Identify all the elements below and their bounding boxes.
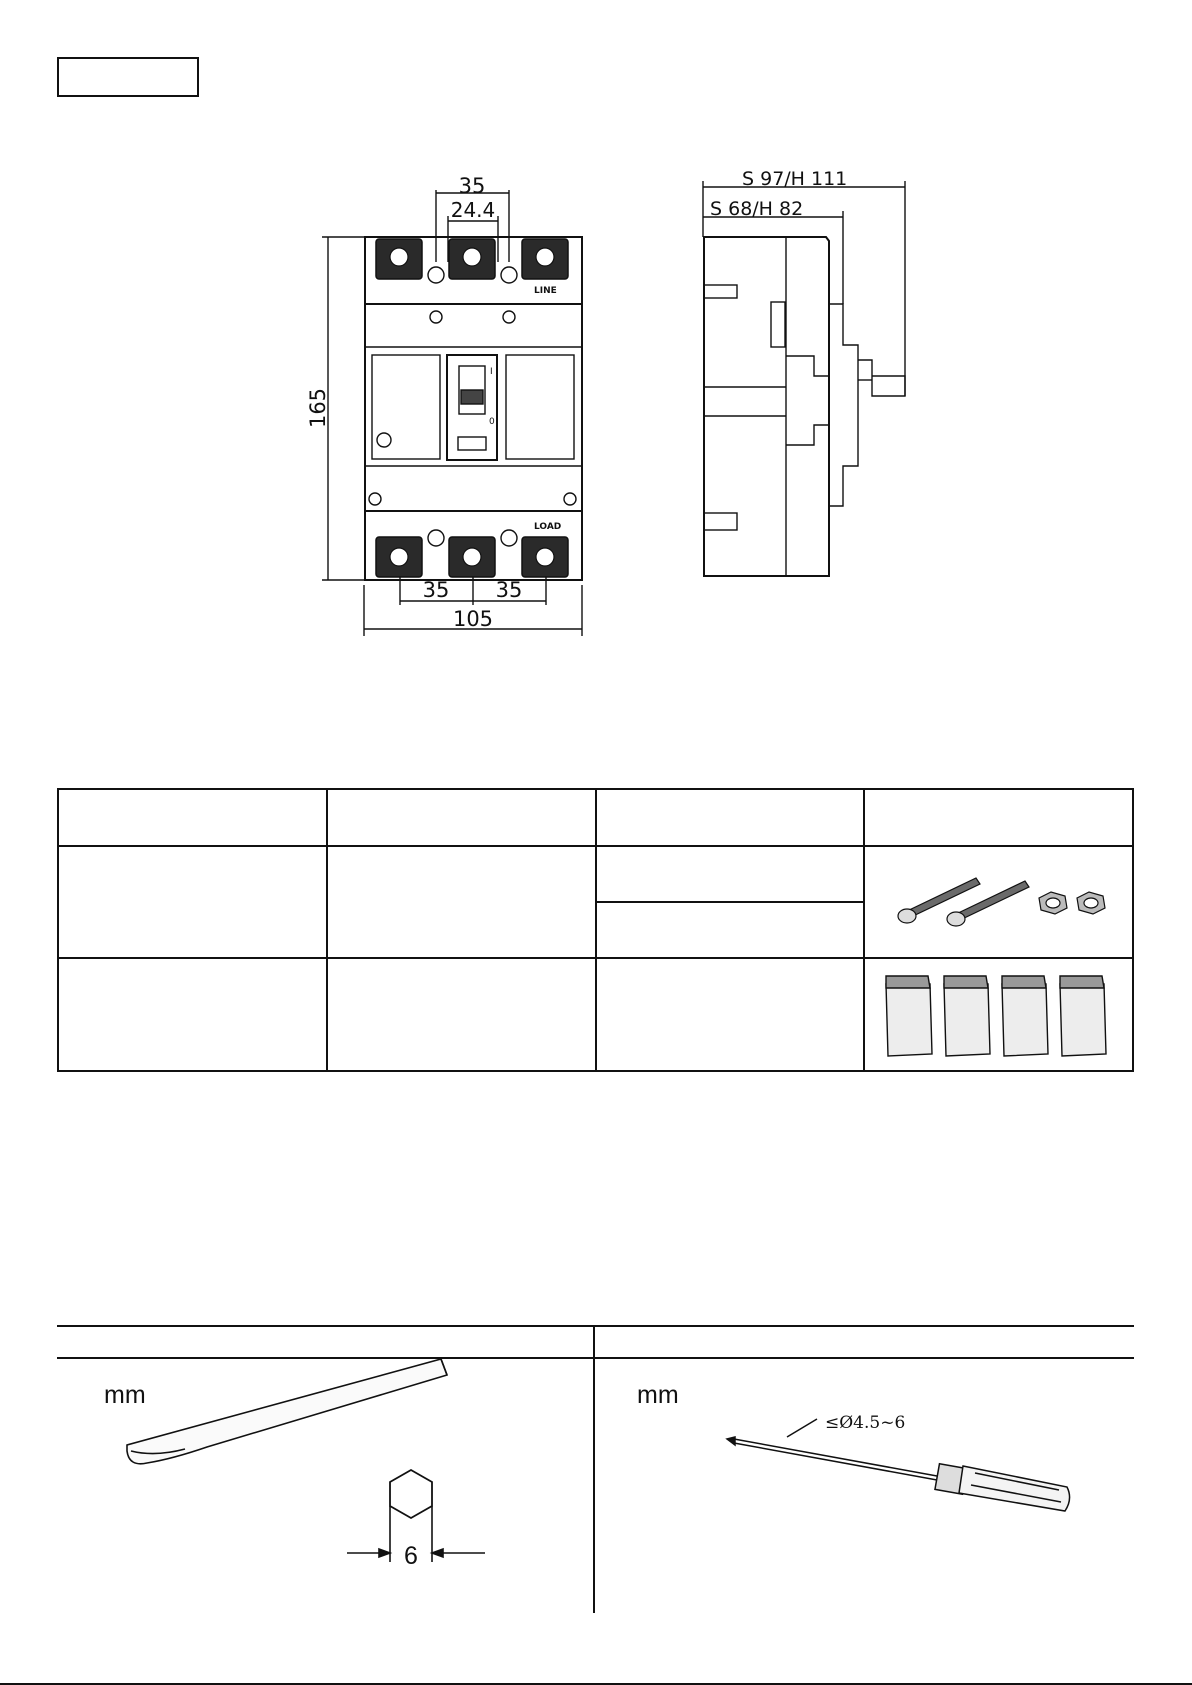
table-cell bbox=[596, 902, 865, 958]
switch-off-mark: 0 bbox=[489, 417, 495, 427]
dim-height: 165 bbox=[306, 387, 330, 429]
label-line: LINE bbox=[534, 286, 557, 296]
tools-illustrations bbox=[57, 1359, 1134, 1613]
dim-total-width: 105 bbox=[452, 607, 494, 631]
bolts-and-nuts-icon bbox=[879, 860, 1119, 940]
label-load: LOAD bbox=[534, 522, 562, 532]
table-header-row bbox=[58, 789, 1133, 846]
dim-total-depth: S 97/H 111 bbox=[742, 168, 848, 190]
table-cell bbox=[58, 846, 327, 958]
table-cell bbox=[596, 789, 865, 846]
table-cell bbox=[327, 789, 596, 846]
screwdriver-unit: mm bbox=[637, 1381, 679, 1409]
table-cell bbox=[327, 958, 596, 1071]
screwdriver-shaft-spec: ≤Ø4.5~6 bbox=[825, 1413, 906, 1433]
table-cell bbox=[596, 846, 865, 902]
table-cell bbox=[864, 789, 1133, 846]
tools-top-rule bbox=[57, 1325, 1134, 1327]
table-row bbox=[58, 846, 1133, 902]
switch-on-mark: I bbox=[490, 367, 493, 377]
table-row bbox=[58, 958, 1133, 1071]
dimension-drawing bbox=[0, 0, 1192, 660]
dim-pole-pitch-top: 35 bbox=[458, 174, 486, 198]
table-cell bbox=[58, 789, 327, 846]
hex-key-icon bbox=[127, 1359, 485, 1562]
table-cell bbox=[327, 846, 596, 958]
dim-inner-width: 24.4 bbox=[450, 198, 496, 222]
table-cell bbox=[864, 846, 1133, 958]
table-cell bbox=[58, 958, 327, 1071]
dim-body-depth: S 68/H 82 bbox=[710, 198, 804, 220]
table-cell bbox=[596, 958, 865, 1071]
phase-barriers-icon bbox=[874, 964, 1124, 1060]
dim-pole-pitch-left: 35 bbox=[422, 578, 450, 602]
accessories-table bbox=[57, 788, 1134, 1072]
hex-size-label: 6 bbox=[404, 1542, 418, 1570]
dim-pole-pitch-right: 35 bbox=[495, 578, 523, 602]
table-cell bbox=[864, 958, 1133, 1071]
hex-key-unit: mm bbox=[104, 1381, 146, 1409]
